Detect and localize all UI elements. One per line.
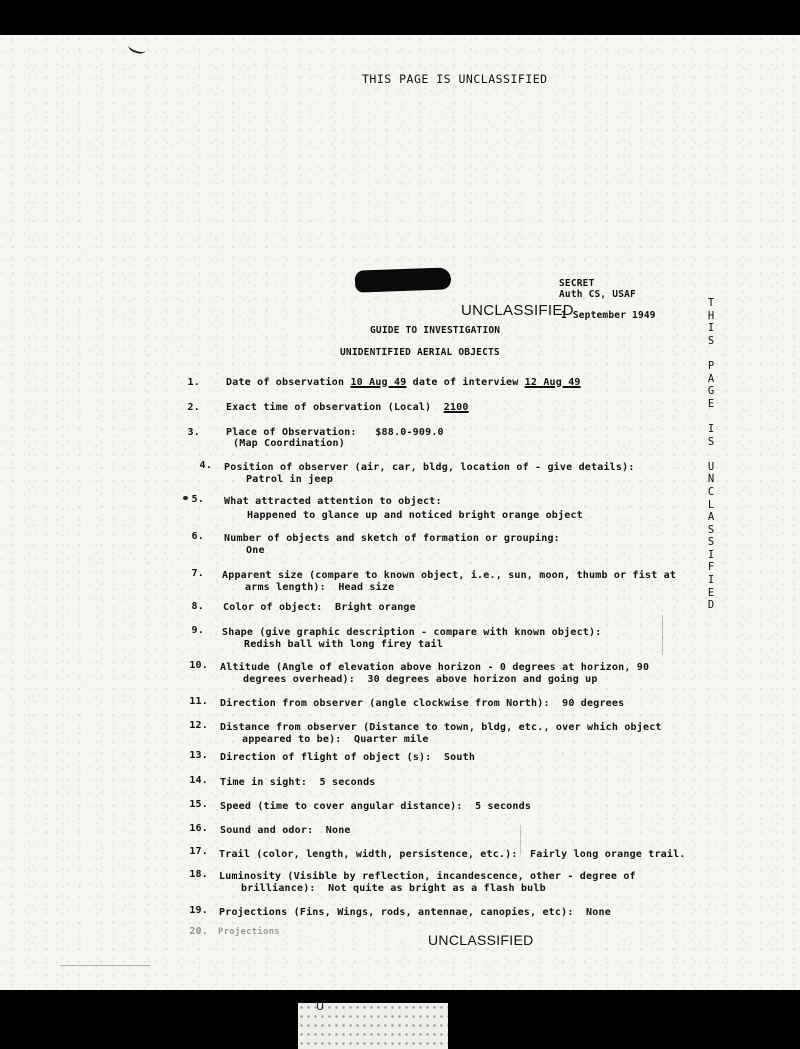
document-subtitle: UNIDENTIFIED AERIAL OBJECTS [340, 347, 500, 358]
item-number: 17. [189, 846, 208, 857]
item-question: Projections [218, 927, 280, 937]
item-number: 16. [189, 823, 208, 834]
item-question: Projections (Fins, Wings, rods, antennae, canopies, etc): None [219, 907, 611, 918]
item-question-continued: appeared to be): Quarter mile [242, 734, 429, 745]
pen-scribble [127, 40, 147, 55]
item-question: Distance from observer (Distance to town, bldg, etc., over which object [220, 722, 662, 733]
item-question: Altitude (Angle of elevation above horizon - 0 degrees at horizon, 90 [220, 662, 650, 673]
item-answer: Head size [338, 582, 395, 593]
item-number: 12. [189, 720, 208, 731]
item-number: 9. [191, 625, 204, 636]
top-banner: THIS PAGE IS UNCLASSIFIED [362, 72, 548, 86]
item-number: 14. [189, 775, 208, 786]
bottom-mark: U [316, 1000, 325, 1013]
item-question-continued: degrees overhead): 30 degrees above horizon and going up [243, 674, 598, 685]
item-question: Direction from observer (angle clockwise from North): 90 degrees [220, 698, 625, 709]
item-number: 4. [199, 460, 212, 471]
item-answer: Redish ball with long firey tail [244, 639, 444, 650]
item-question: Date of observation 10 Aug 49 date of interview 12 Aug 49 [226, 377, 581, 388]
item-number: 15. [189, 799, 208, 810]
unclassified-stamp-footer: UNCLASSIFIED [428, 932, 534, 948]
item-number: 18. [189, 869, 208, 880]
item-subtext: (Map Coordination) [233, 438, 345, 449]
item-question: Shape (give graphic description - compare with known object): [222, 627, 602, 638]
document-title: GUIDE TO INVESTIGATION [370, 325, 501, 336]
item-question: Speed (time to cover angular distance): 5 seconds [220, 801, 532, 812]
item-question: Place of Observation: $88.0-909.0 [226, 427, 444, 438]
item-question-continued: brilliance): Not quite as bright as a flash bulb [241, 883, 546, 894]
item-number: 5. [191, 494, 204, 505]
item-question: Time in sight: 5 seconds [220, 777, 376, 788]
item-answer: 2100 [443, 402, 469, 413]
item-question: Color of object: Bright orange [223, 602, 416, 613]
item-number: 10. [189, 660, 208, 671]
item-question-continued: arms length): Head size [245, 582, 395, 593]
item-answer: Bright orange [334, 602, 416, 613]
item-question: Luminosity (Visible by reflection, incandescence, other - degree of [219, 871, 636, 882]
item-answer: Happened to glance up and noticed bright orange object [247, 510, 583, 521]
item-answer: 90 degrees [562, 698, 625, 709]
side-unclassified-stamp: T H I S P A G E I S U N C L A S S I F I E D [707, 297, 715, 612]
item-number: 20. [189, 926, 208, 937]
item-answer: None [586, 907, 611, 918]
item-answer: One [246, 545, 265, 556]
item-question: Trail (color, length, width, persistence, etc.): Fairly long orange trail. [219, 849, 686, 860]
item-answer: 5 seconds [475, 801, 532, 812]
item-answer: Not quite as bright as a flash bulb [328, 883, 546, 894]
document-date: 1 September 1949 [561, 310, 656, 321]
scan-mark [60, 965, 150, 966]
scan-mark [662, 615, 663, 655]
item-question: Apparent size (compare to known object, i.e., sun, moon, thumb or fist at [222, 570, 677, 581]
item-number: 13. [189, 750, 208, 761]
item-answer: South [443, 752, 476, 763]
item-answer: 5 seconds [319, 777, 376, 788]
item-question: Sound and odor: None [220, 825, 351, 836]
item-answer: Patrol in jeep [246, 474, 334, 485]
item-answer: Fairly long orange trail. [530, 849, 686, 860]
item-number: 3. [187, 427, 200, 438]
item-question: Direction of flight of object (s): South [220, 752, 476, 763]
item-answer: Quarter mile [353, 734, 429, 745]
auth-marking: Auth CS, USAF [559, 289, 636, 300]
item-number: 8. [191, 601, 204, 612]
item-answer: 30 degrees above horizon and going up [367, 674, 598, 685]
item-number: 6. [191, 531, 204, 542]
item-question: Exact time of observation (Local) 2100 [226, 402, 469, 413]
item-number: 19. [189, 905, 208, 916]
unclassified-stamp-header: UNCLASSIFIED [461, 302, 574, 319]
scan-mark [520, 825, 521, 855]
item-answer: $88.0-909.0 [375, 427, 444, 438]
item-answer: 12 Aug 49 [524, 377, 581, 388]
item-number: 2. [187, 402, 200, 413]
document-page [0, 35, 800, 990]
item-question: Position of observer (air, car, bldg, location of - give details): [224, 462, 635, 473]
item-number: 11. [189, 696, 208, 707]
item-question: What attracted attention to object: [224, 496, 442, 507]
item-answer: 10 Aug 49 [350, 377, 407, 388]
item-answer: None [325, 825, 351, 836]
secret-marking: SECRET [559, 278, 595, 289]
item-number: 7. [191, 568, 204, 579]
item-number: 1. [187, 377, 200, 388]
item-question: Number of objects and sketch of formation or grouping: [224, 533, 560, 544]
redaction-block [355, 267, 452, 292]
